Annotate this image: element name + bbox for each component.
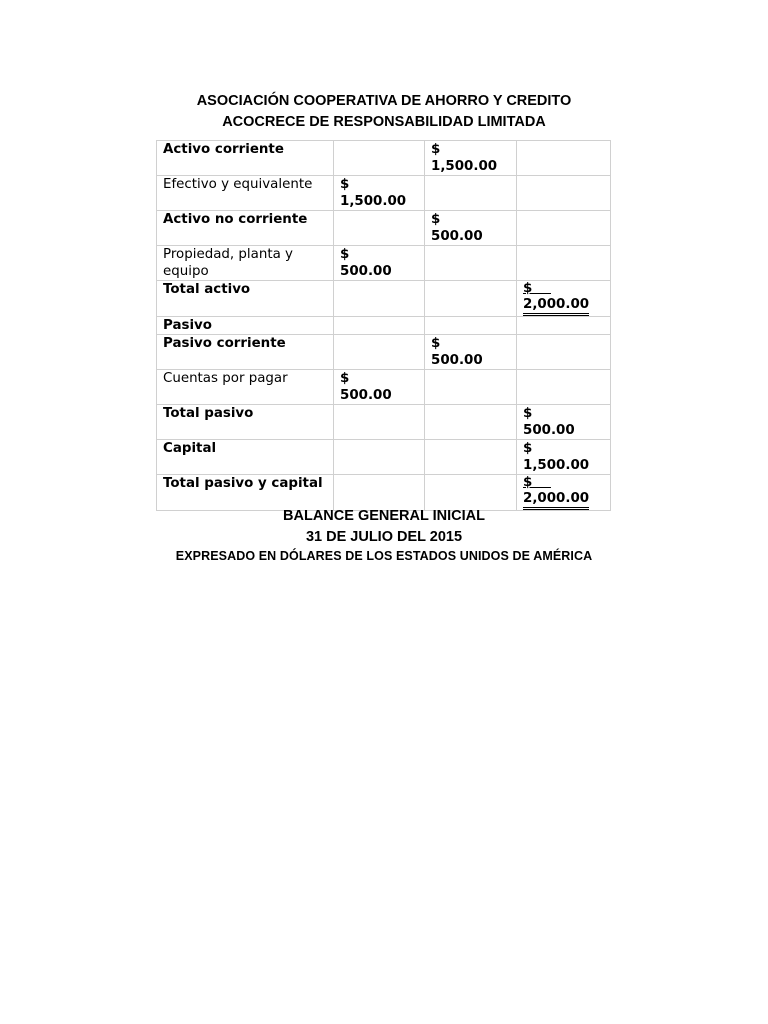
amount-cell — [517, 335, 611, 370]
amount-cell — [425, 141, 517, 176]
row-label: Cuentas por pagar — [157, 370, 334, 405]
amount-value: 1,500.00 — [340, 194, 407, 209]
double-underlined-total — [523, 281, 589, 316]
currency-symbol: $ — [340, 247, 350, 262]
table-row — [157, 211, 611, 246]
amount-cell — [334, 370, 425, 405]
row-label: Pasivo — [157, 317, 334, 335]
amount-cell — [334, 211, 425, 246]
amount-cell — [517, 211, 611, 246]
amount-cell — [425, 176, 517, 211]
amount-cell — [425, 370, 517, 405]
organization-name: ASOCIACIÓN COOPERATIVA DE AHORRO Y CREDITO — [196, 93, 572, 109]
amount-cell — [517, 440, 611, 475]
amount-cell — [517, 246, 611, 281]
currency-symbol: $ — [431, 212, 441, 227]
amount-cell — [517, 281, 611, 317]
table-row — [157, 335, 611, 370]
amount-cell — [334, 405, 425, 440]
balance-sheet-table — [156, 140, 611, 511]
table-row — [157, 405, 611, 440]
amount-cell — [334, 281, 425, 317]
amount-cell — [517, 370, 611, 405]
amount-cell — [334, 317, 425, 335]
balance-sheet-body — [157, 141, 611, 511]
row-label: Activo no corriente — [157, 211, 334, 246]
amount-value: 2,000.00 — [523, 491, 590, 506]
amount-cell — [517, 317, 611, 335]
double-underlined-total — [523, 475, 589, 510]
amount-cell — [334, 335, 425, 370]
row-label: Pasivo corriente — [157, 335, 334, 370]
amount-cell — [334, 246, 425, 281]
table-row — [157, 141, 611, 176]
amount-cell — [517, 405, 611, 440]
table-row — [157, 176, 611, 211]
table-row — [157, 440, 611, 475]
amount-cell — [425, 405, 517, 440]
amount-cell — [334, 440, 425, 475]
amount-value: 500.00 — [523, 423, 575, 438]
amount-value: 1,500.00 — [431, 159, 498, 174]
amount-cell — [334, 141, 425, 176]
row-label: Total pasivo — [157, 405, 334, 440]
amount-cell — [425, 335, 517, 370]
amount-cell — [517, 176, 611, 211]
amount-cell — [517, 141, 611, 176]
amount-cell — [425, 440, 517, 475]
statement-title: BALANCE GENERAL INICIAL — [283, 508, 485, 524]
amount-cell — [334, 176, 425, 211]
amount-cell — [425, 246, 517, 281]
row-label: Total activo — [157, 281, 334, 317]
currency-symbol: $ — [523, 406, 533, 421]
currency-note: EXPRESADO EN DÓLARES DE LOS ESTADOS UNIDOS DE AMÉRICA — [175, 549, 593, 563]
row-label: Propiedad, planta y equipo — [157, 246, 334, 281]
table-row — [157, 246, 611, 281]
currency-symbol: $ — [431, 336, 441, 351]
table-row — [157, 281, 611, 317]
amount-value: 500.00 — [431, 353, 483, 368]
amount-value: 2,000.00 — [523, 297, 590, 312]
amount-cell — [425, 211, 517, 246]
amount-cell — [425, 281, 517, 317]
amount-value: 500.00 — [431, 229, 483, 244]
amount-value: 500.00 — [340, 388, 392, 403]
amount-value: 500.00 — [340, 264, 392, 279]
currency-symbol: $ — [523, 441, 533, 456]
table-row — [157, 370, 611, 405]
table-row — [157, 317, 611, 335]
amount-cell — [425, 317, 517, 335]
statement-date: 31 DE JULIO DEL 2015 — [305, 529, 463, 545]
currency-symbol: $ — [523, 475, 551, 490]
currency-symbol: $ — [431, 142, 441, 157]
currency-symbol: $ — [523, 281, 551, 296]
row-label: Activo corriente — [157, 141, 334, 176]
organization-subtitle: ACOCRECE DE RESPONSABILIDAD LIMITADA — [222, 114, 546, 130]
currency-symbol: $ — [340, 177, 350, 192]
row-label: Efectivo y equivalente — [157, 176, 334, 211]
row-label: Total pasivo y capital — [157, 475, 334, 511]
amount-value: 1,500.00 — [523, 458, 590, 473]
row-label: Capital — [157, 440, 334, 475]
currency-symbol: $ — [340, 371, 350, 386]
